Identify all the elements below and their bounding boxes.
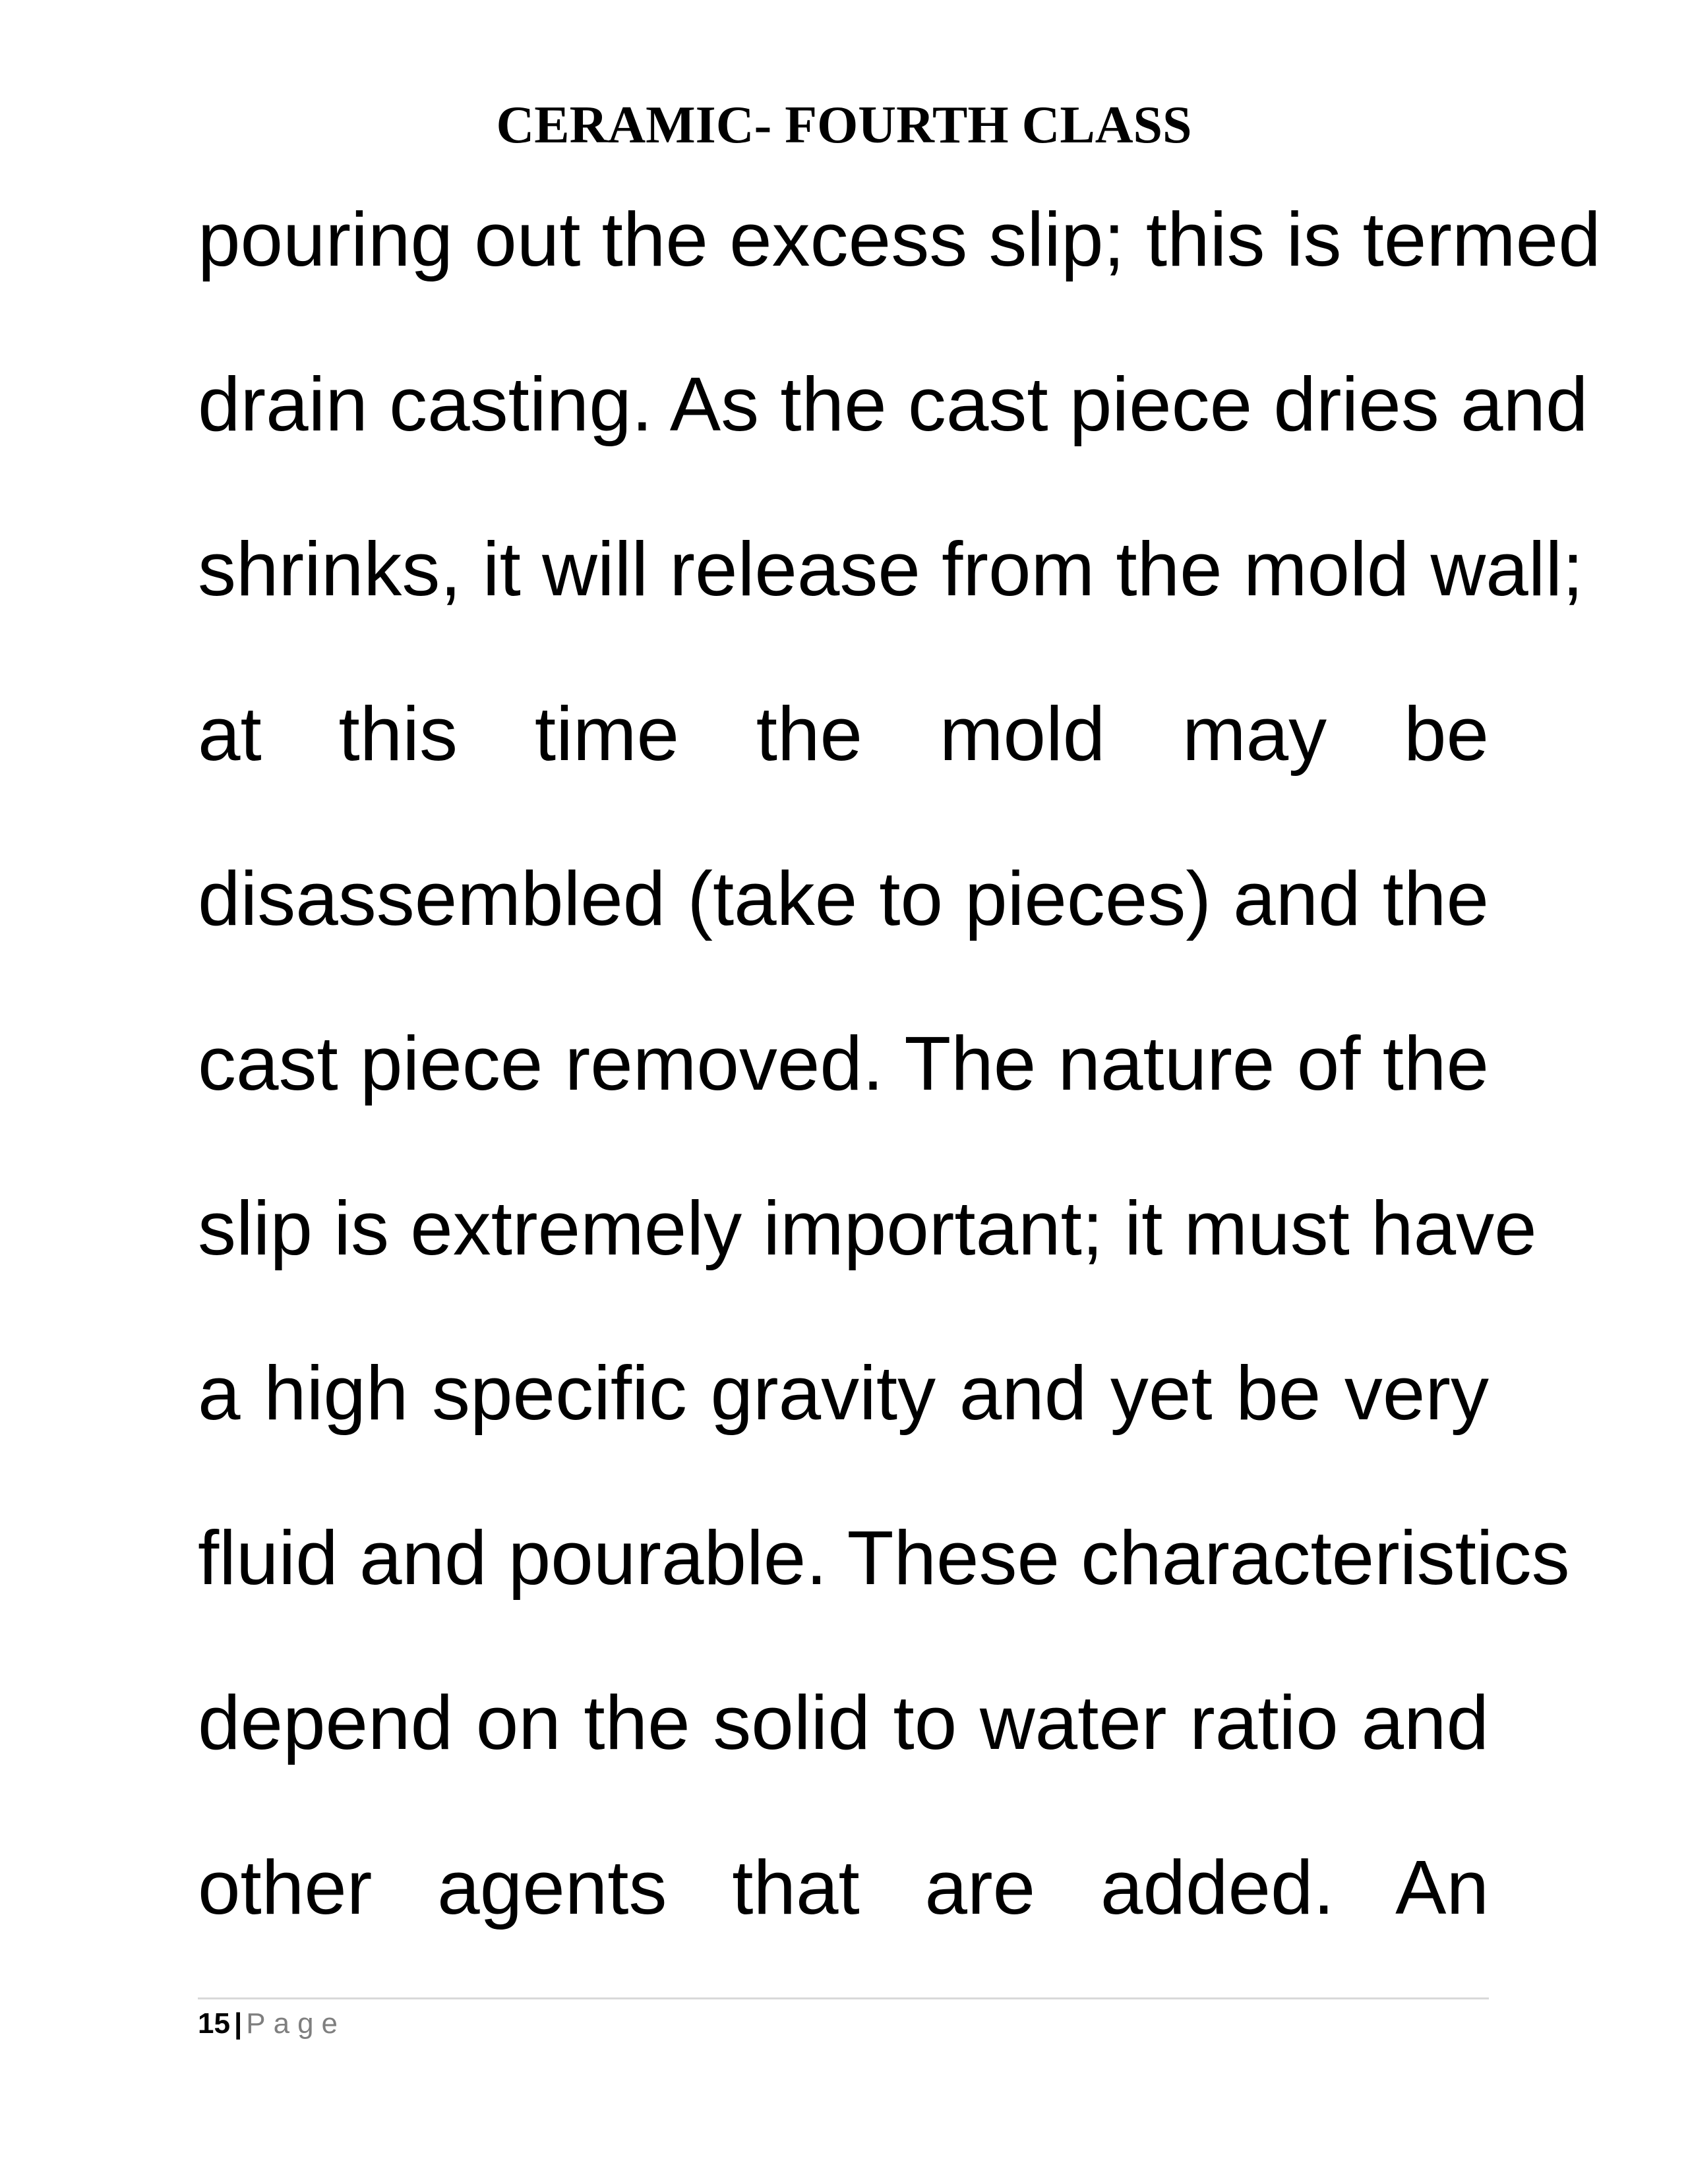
- paragraph-line: depend on the solid to water ratio and: [198, 1680, 1489, 1765]
- paragraph-line: cast piece removed. The nature of the: [198, 1020, 1489, 1106]
- page-label: Page: [246, 2007, 346, 2040]
- page-separator: |: [233, 2007, 243, 2040]
- paragraph-line: shrinks, it will release from the mold wall;: [198, 526, 1584, 612]
- page-header-title: CERAMIC- FOURTH CLASS: [496, 96, 1192, 154]
- page-number: 15: [198, 2007, 230, 2040]
- paragraph-line: drain casting. As the cast piece dries and: [198, 361, 1588, 447]
- paragraph-line: disassembled (take to pieces) and the: [198, 856, 1489, 941]
- paragraph-line: a high specific gravity and yet be very: [198, 1350, 1489, 1436]
- paragraph-line: other agents that are added. An: [198, 1845, 1489, 1930]
- footer-divider: [198, 1997, 1489, 1999]
- paragraph-line: slip is extremely important; it must have: [198, 1185, 1537, 1271]
- body-paragraph: [198, 190, 1601, 2003]
- paragraph-line: fluid and pourable. These characteristics: [198, 1515, 1570, 1601]
- page-footer: [198, 2004, 346, 2044]
- paragraph-line: pouring out the excess slip; this is termed: [198, 196, 1601, 282]
- paragraph-line: at this time the mold may be: [198, 691, 1489, 777]
